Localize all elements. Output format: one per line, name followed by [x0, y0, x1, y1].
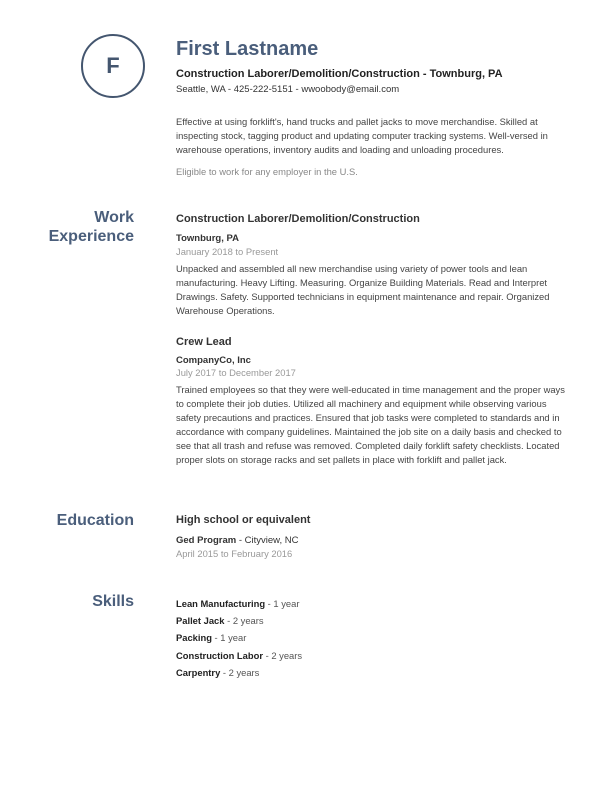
section-title-work-experience: Work Experience: [48, 209, 134, 245]
skill-item: Construction Labor - 2 years: [176, 650, 303, 661]
section-title-skills: Skills: [92, 593, 134, 610]
candidate-name: First Lastname: [176, 38, 319, 60]
skill-item: Packing - 1 year: [176, 632, 247, 643]
job-description: Trained employees so that they were well-educated in time management and the proper ways to complete their job duties. Utilized all machinery and equipment while observing various safety precautions and practices. Ensured that job tasks were completed to standards and in accordance with company guidelines. Maintained the job site on a daily basis and checked to see that all trash and refuse was removed. Completed daily forklift safety checklists. Located proper slots on storage racks and set pallets in place with forklift and pallet jack.: [176, 384, 565, 465]
job-title: Crew Lead: [176, 336, 232, 348]
job-dates: July 2017 to December 2017: [176, 367, 296, 378]
job-company: CompanyCo, Inc: [176, 355, 251, 366]
job-dates: January 2018 to Present: [176, 246, 279, 257]
monogram-initial: F: [106, 53, 120, 78]
skill-item: Lean Manufacturing - 1 year: [176, 598, 300, 609]
eligibility-note: Eligible to work for any employer in the U.S.: [176, 166, 358, 177]
contact-info: Seattle, WA - 425-222-5151 - wwoobody@email.com: [176, 84, 400, 95]
job-title: Construction Laborer/Demolition/Construction: [176, 213, 420, 225]
monogram-avatar: [81, 34, 145, 98]
section-title-education: Education: [56, 512, 134, 529]
school-name: Ged Program: [176, 535, 237, 546]
school-line: [176, 535, 298, 546]
job-company: Townburg, PA: [176, 233, 239, 244]
job-description: Unpacked and assembled all new merchandise using variety of power tools and lean manufacturing. Heavy Lifting. Measuring. Organize Building Materials. Read and Interpret Drawings. Safety. Supported technicians in equipment maintenance and repair. Organized Warehouse Operations.: [176, 263, 550, 316]
skill-item: Carpentry - 2 years: [176, 667, 260, 678]
skill-item: Pallet Jack - 2 years: [176, 615, 264, 626]
headline: Construction Laborer/Demolition/Construction - Townburg, PA: [176, 68, 503, 80]
school-location: - Cityview, NC: [236, 535, 299, 546]
degree: High school or equivalent: [176, 514, 311, 526]
education-dates: April 2015 to February 2016: [176, 548, 293, 559]
summary: Effective at using forklift's, hand trucks and pallet jacks to move merchandise. Skilled at inspecting stock, tagging product and updating computer tracking systems. Well-versed in warehouse operations, inventory audits and loading and unloading procedures.: [176, 116, 548, 155]
